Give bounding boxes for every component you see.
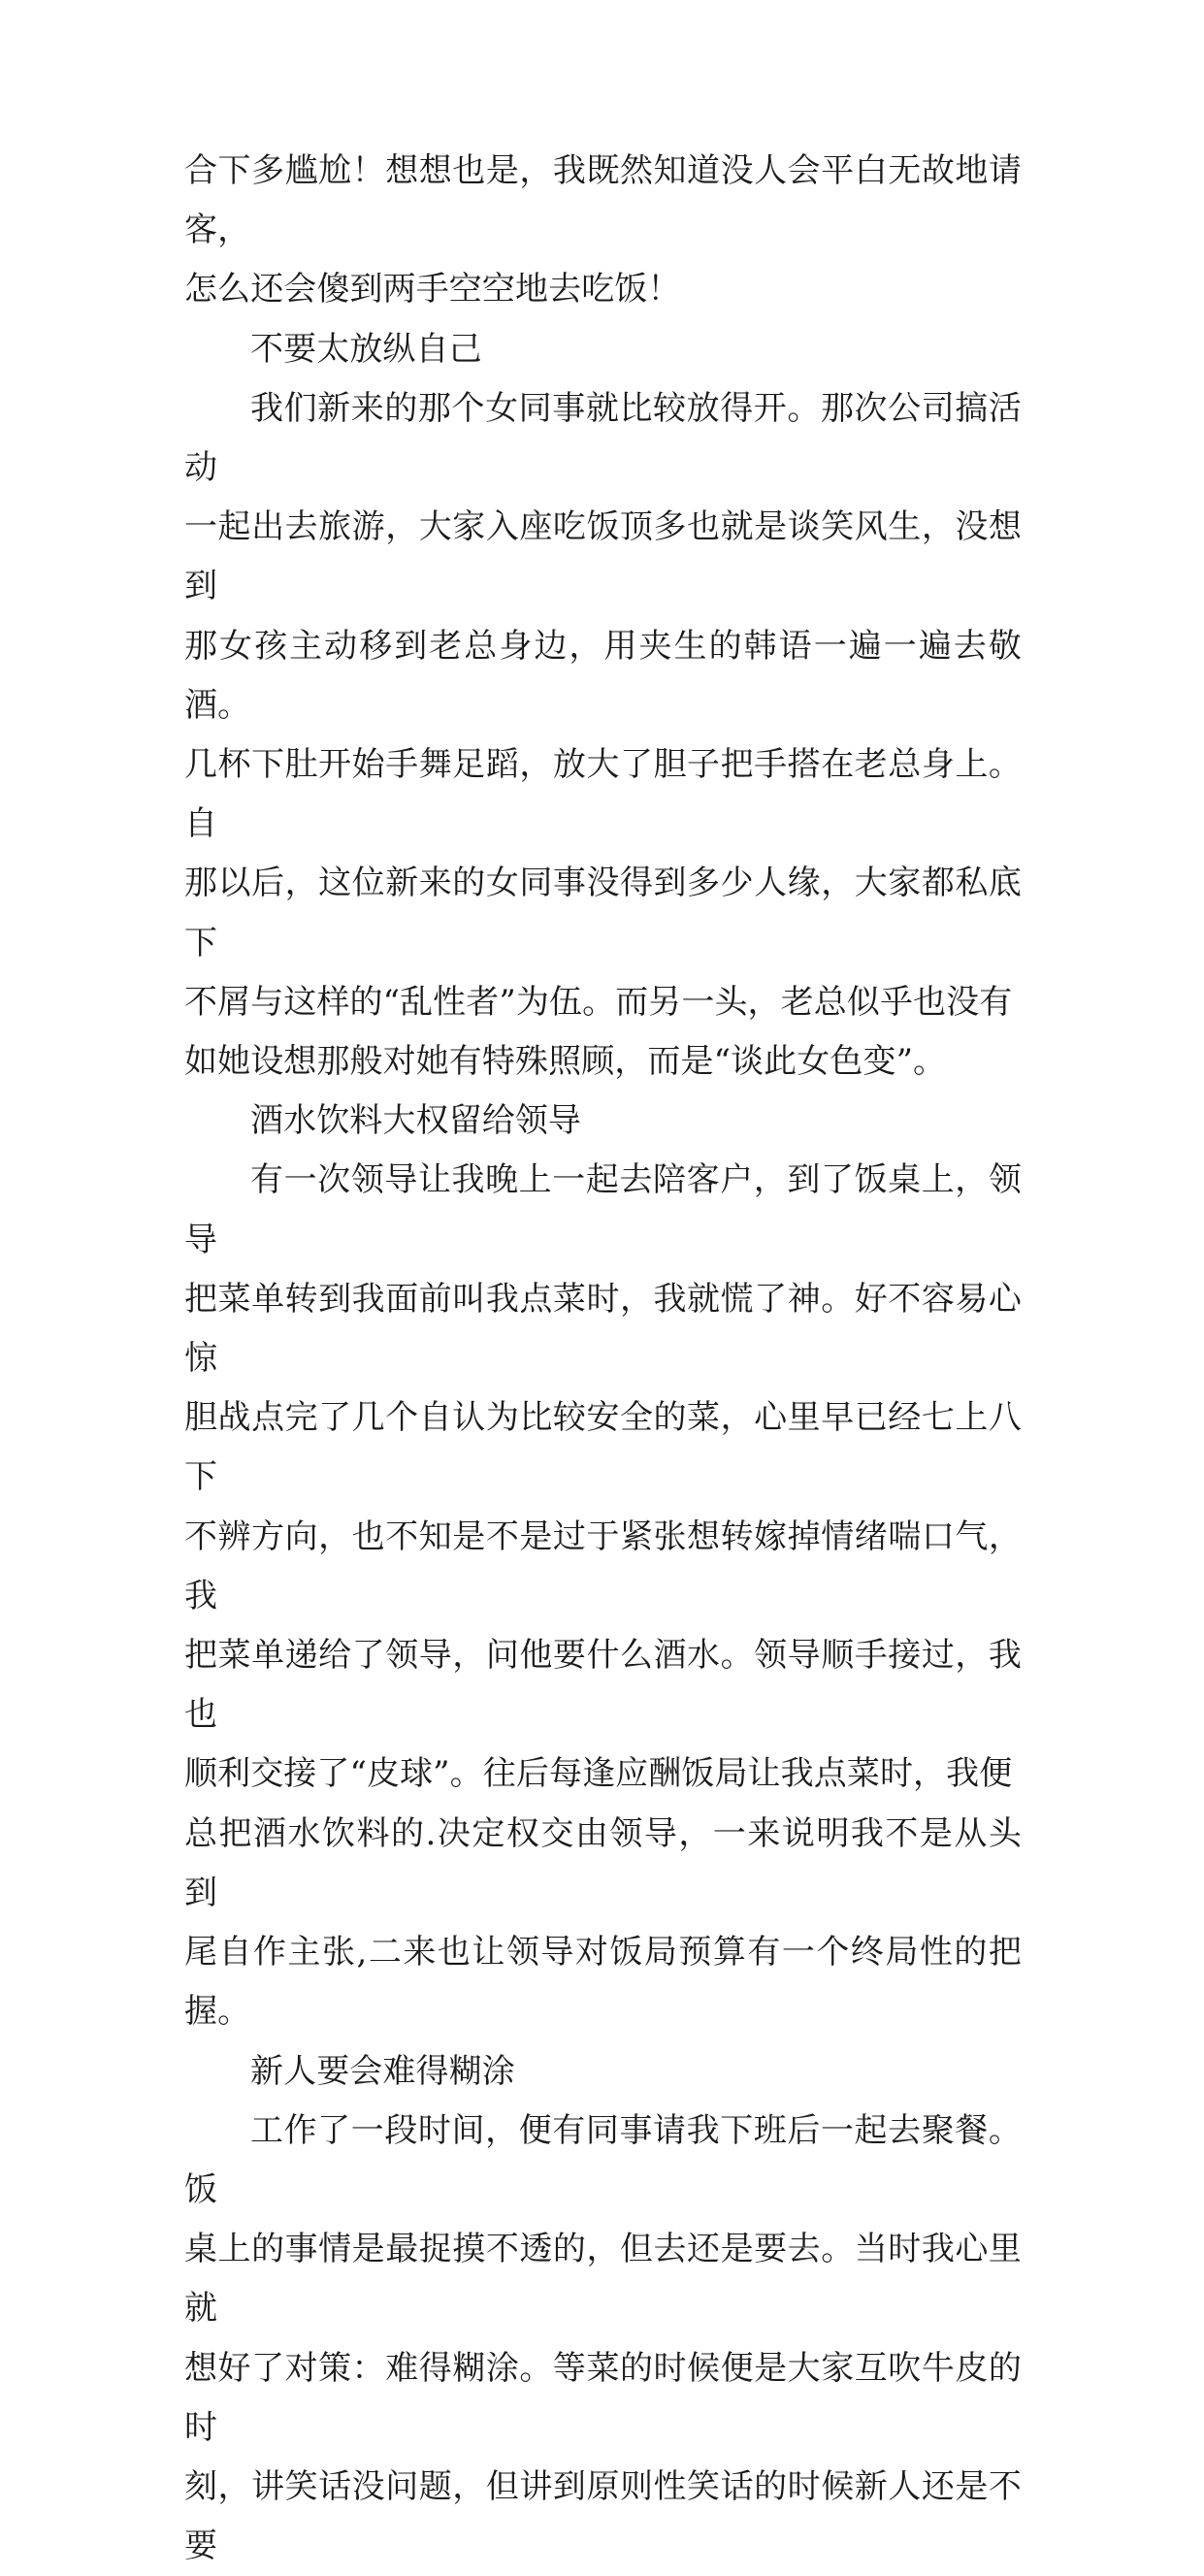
section-heading-restraint: 不要太放纵自己 [250,329,482,369]
paragraph-colleague-story: 我们新来的那个女同事就比较放得开。那次公司搞活动 一起出去旅游，大家入座吃饭顶多也就是谈笑风生，没想到 那女孩主动移到老总身边，用夹生的韩语一遍一遍去敬酒。 几杯下肚开始手舞足蹈，放大了胆子把手搭在老总身上。自 那以后，这位新来的女同事没得到多少人缘，大家都私底下 不屑与这样的“乱性者”为伍。而另一头，老总似乎也没有 如她设想那般对她有特殊照顾，而是“谈此女色变”。 [184,388,1022,1082]
document-page [184,142,1022,2576]
section-heading-newcomer: 新人要会难得糊涂 [250,2051,515,2091]
paragraph-continuation: 合下多尴尬！想想也是，我既然知道没人会平白无故地请客， 怎么还会傻到两手空空地去吃饭！ [184,151,1022,310]
section-heading-drinks: 酒水饮料大权留给领导 [250,1101,581,1141]
paragraph-ordering-story: 有一次领导让我晚上一起去陪客户，到了饭桌上，领导 把菜单转到我面前叫我点菜时，我就慌了神。好不容易心惊 胆战点完了几个自认为比较安全的菜，心里早已经七上八下 不辨方向，也不知是不是过于紧张想转嫁掉情绪喘口气，我 把菜单递给了领导，问他要什么酒水。领导顺手接过，我也 顺利交接了“皮球”。往后每逢应酬饭局让我点菜时，我便 总把酒水饮料的.决定权交由领导，一来说明我不是从头到 尾自作主张,二来也让领导对饭局预算有一个终局性的把握。 [184,1160,1022,2032]
paragraph-dinner-party: 工作了一段时间，便有同事请我下班后一起去聚餐。饭 桌上的事情是最捉摸不透的，但去还是要去。当时我心里就 想好了对策：难得糊涂。等菜的时候便是大家互吹牛皮的时 刻，讲笑话没问题，但讲到原则性笑话的时候新人还是不要 [184,2110,1022,2566]
